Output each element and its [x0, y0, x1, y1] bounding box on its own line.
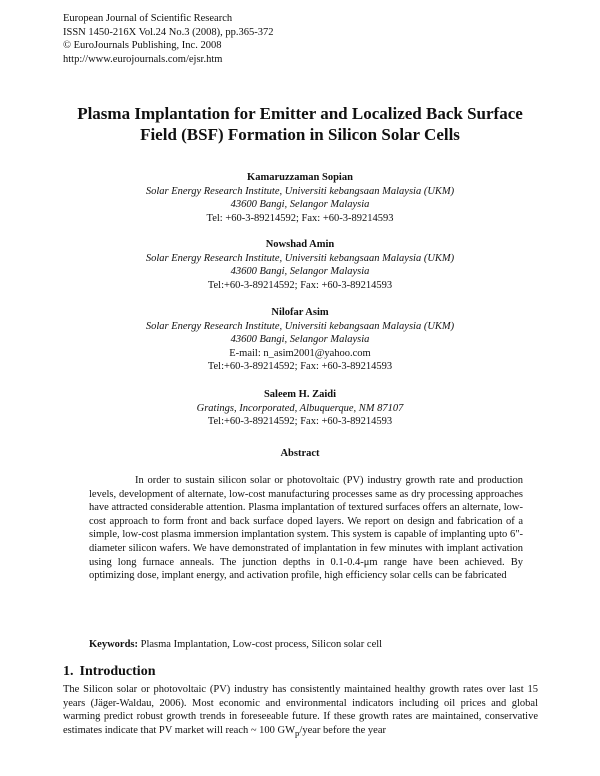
author-name: Nilofar Asim	[271, 307, 329, 318]
author-affiliation: Solar Energy Research Institute, Universiti kebangsaan Malaysia (UKM)	[145, 320, 455, 332]
author-affiliation: Solar Energy Research Institute, Universiti kebangsaan Malaysia (UKM)	[145, 185, 455, 197]
paper-title-line-1: Plasma Implantation for Emitter and Localized Back Surface	[77, 104, 523, 123]
author-contact: Tel:+60-3-89214592; Fax: +60-3-89214593	[207, 416, 393, 428]
keywords-text: Plasma Implantation, Low-cost process, Silicon solar cell	[140, 639, 383, 650]
keywords-label: Keywords:	[89, 639, 138, 650]
author-affiliation: Gratings, Incorporated, Albuquerque, NM 87107	[196, 402, 404, 414]
section-title: Introduction	[79, 664, 156, 679]
introduction-text-start: The Silicon solar or photovoltaic (PV) industry has consistently maintained healthy growth rates over last 15 years (Jäger-Waldau, 2006). Most economic and environmental indicators including oil prices and global warming predict robust growth trends in foreseeable future. If these growth rates are maintained, conservative estimates indicate that PV market will reach ~ 100 GW	[63, 684, 538, 736]
journal-copyright: © EuroJournals Publishing, Inc. 2008	[63, 40, 222, 52]
author-affiliation: Solar Energy Research Institute, Universiti kebangsaan Malaysia (UKM)	[145, 252, 455, 264]
abstract-heading: Abstract	[280, 448, 320, 459]
author-block-3	[60, 306, 540, 374]
author-name: Nowshad Amin	[265, 239, 335, 250]
author-email[interactable]: E-mail: n_asim2001@yahoo.com	[229, 347, 371, 359]
section-number: 1.	[63, 664, 74, 679]
author-block-2	[60, 238, 540, 292]
journal-url[interactable]: http://www.eurojournals.com/ejsr.htm	[63, 53, 223, 65]
paper-title-line-2: Field (BSF) Formation in Silicon Solar Cells	[140, 125, 460, 144]
author-contact: Tel: +60-3-89214592; Fax: +60-3-89214593	[206, 212, 394, 224]
introduction-text-end: /year before the year	[299, 724, 386, 736]
introduction-paragraph	[63, 683, 538, 740]
abstract-text: In order to sustain silicon solar or photovoltaic (PV) industry growth rate and production levels, development of alternate, low-cost manufacturing processes same as dry processing approaches have attracted considerable attention. Plasma implantation of textured surfaces offers an alternate, low-cost approach to form front and back surface doped layers. We report on design and fabrication of a simple, low-cost plasma immersion implantation system. This system is capable of implanting upto 6"-diameter silicon wafers. We have demonstrated of implantation in few minutes with implant activation using long furnace anneals. The junction depths in 0.1-0.4-μm range have been achieved. By optimizing dose, implant energy, and activation profile, high efficiency solar cells can be fabricated	[89, 475, 523, 582]
introduction-subscript: p	[295, 727, 300, 738]
author-name: Kamaruzzaman Sopian	[247, 172, 353, 183]
author-address: 43600 Bangi, Selangor Malaysia	[230, 334, 370, 346]
author-name: Saleem H. Zaidi	[263, 389, 337, 400]
journal-issn: ISSN 1450-216X Vol.24 No.3 (2008), pp.365-372	[63, 26, 274, 38]
keywords	[89, 639, 382, 650]
author-address: 43600 Bangi, Selangor Malaysia	[230, 266, 370, 278]
author-contact: Tel:+60-3-89214592; Fax: +60-3-89214593	[207, 279, 393, 291]
author-block-4	[60, 388, 540, 429]
journal-name: European Journal of Scientific Research	[63, 13, 233, 24]
author-block-1	[60, 171, 540, 225]
author-contact: Tel:+60-3-89214592; Fax: +60-3-89214593	[207, 361, 393, 373]
journal-header	[63, 12, 274, 66]
section-heading-introduction	[63, 664, 155, 680]
paper-title	[40, 103, 560, 145]
author-address: 43600 Bangi, Selangor Malaysia	[230, 199, 370, 211]
